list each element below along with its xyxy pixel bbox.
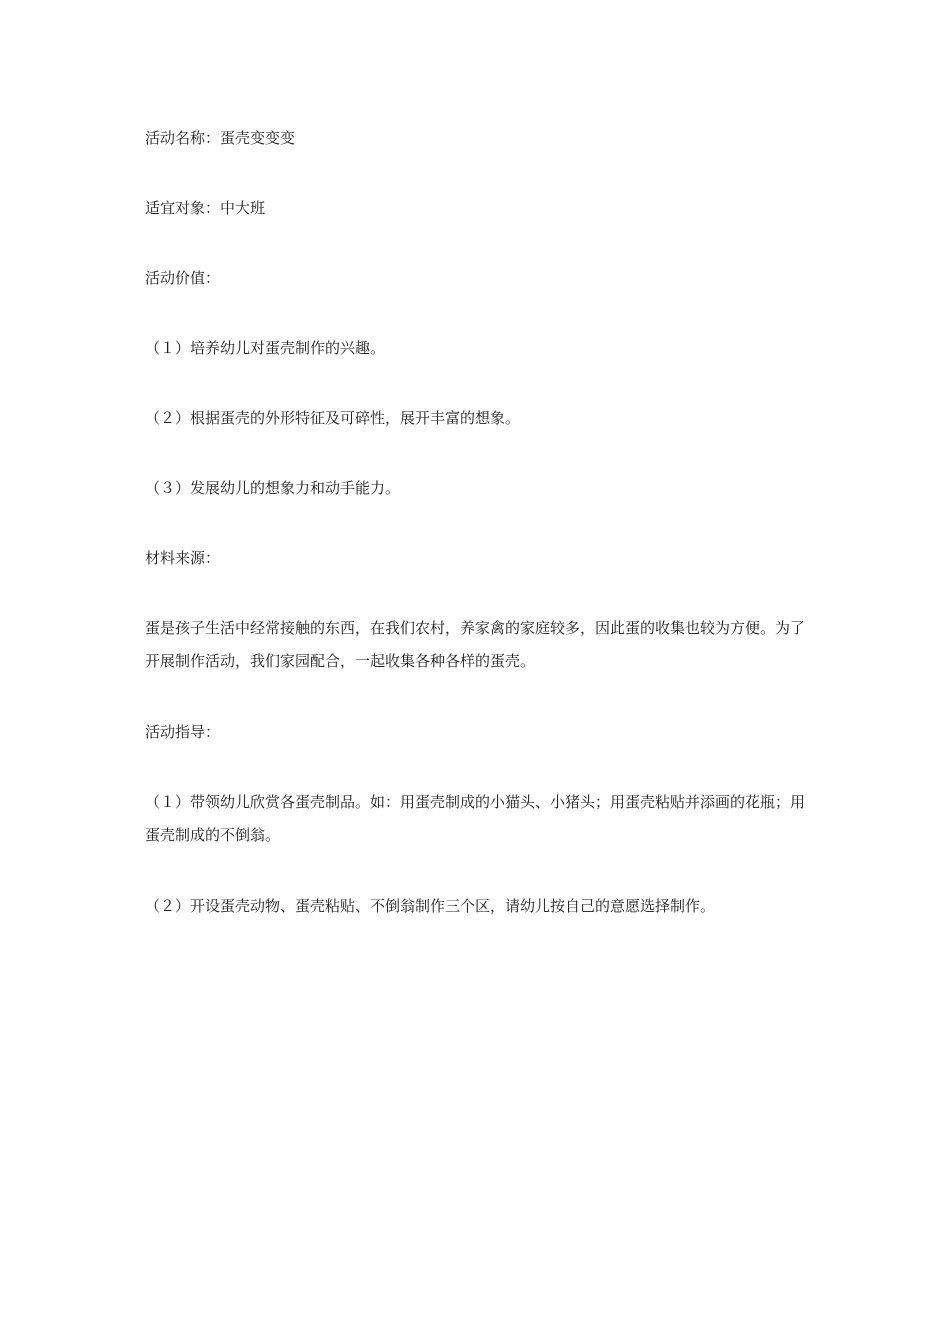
guidance-item: （１）带领幼儿欣赏各蛋壳制品。如：用蛋壳制成的小猫头、小猪头；用蛋壳粘贴并添画的花瓶；用蛋壳制成的不倒翁。 [145,793,806,844]
guidance-heading: 活动指导： [145,723,221,741]
material-text: 蛋是孩子生活中经常接触的东西，在我们农村，养家禽的家庭较多，因此蛋的收集也较为方便。为了开展制作活动，我们家园配合，一起收集各种各样的蛋壳。 [145,619,806,670]
material-heading: 材料来源： [145,549,221,567]
value-heading: 活动价值： [145,269,221,287]
target-audience: 适宜对象：中大班 [145,199,266,217]
value-item: （１）培养幼儿对蛋壳制作的兴趣。 [145,339,386,357]
document-body [145,122,805,960]
activity-name: 活动名称：蛋壳变变变 [145,129,296,147]
value-item: （２）根据蛋壳的外形特征及可碎性，展开丰富的想象。 [145,409,521,427]
value-item: （３）发展幼儿的想象力和动手能力。 [145,479,401,497]
guidance-item: （２）开设蛋壳动物、蛋壳粘贴、不倒翁制作三个区，请幼儿按自己的意愿选择制作。 [145,897,716,915]
